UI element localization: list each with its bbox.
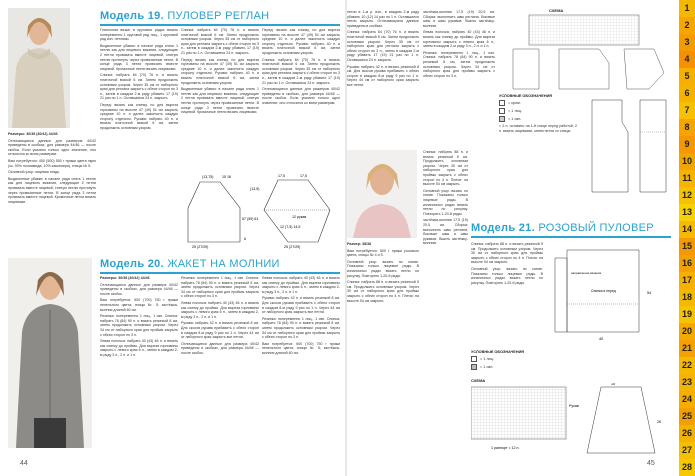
legend-symbol-icon xyxy=(499,116,505,122)
model21-col3-body-2: Основной узор: вязать по схеме. Показаны только лицевые ряды. В изнаночных рядах вязать петли по рисунку. Повторять 1-20-й ряды. xyxy=(471,266,543,285)
schema19-label-8: 6 xyxy=(244,237,246,241)
model19-col2 xyxy=(100,28,178,250)
schema19-label-4: (13,5) xyxy=(250,187,260,191)
schema19-label-9: 57 (59) 61 xyxy=(242,217,259,221)
model19-col4-body: Перед: вязать как спинку, но для выреза горловины на высоте 47 (49) 51 см закрыть средние 10 п. и далее закончить каждую сторону отдельно. Рукава: набрать 40 п. и вязать платочной вязкой 6 см, затем продолжить основным узором. xyxy=(262,28,340,55)
model20-col1-body: Резинка: попеременно 1 лиц., 1 изн. Спинка: набрать 78 (84) 90 п. и вязать резинкой 8 см, затем продолжить основным узором. Через 34 см от наборного края для проймы закрыть с обеих сторон по 3 п. xyxy=(100,314,178,337)
right-col1-body-3: Рукава: набрать 42 п. и вязать резинкой 8 см. Для скосов рукава прибавить с обеих сторон в каждом 8-м ряду 9 раз по 1 п. Через 44 см от наборного края закрыть все петли. xyxy=(347,64,419,87)
model21-dim-4: Рукав xyxy=(569,404,579,408)
model19-col2-body-2: Спинка: набрать 64 (70) 76 п. и вязать платочной вязкой 6 см. Затем продолжить основным узором. Через 35 см от наборного края для реглана закрыть с обеих сторон по 3 п., затем в каждом 2-м ряду убавить 17 (19) 21 раз по 1 п. Оставшиеся 24 п. закрыть. xyxy=(100,73,178,101)
side-tab-4[interactable]: 4 xyxy=(679,51,695,68)
model19-col4-body-3: Отличающиеся данные для размеров 40/42 приведены в скобках, для размера 44/46 — после скобок. Если указано только одно значение, оно относится ко всем размерам. xyxy=(262,87,340,105)
model19-label: Модель xyxy=(100,10,145,22)
right-legend-row-0 xyxy=(499,100,579,106)
right-schema-title: СХЕМА xyxy=(549,8,564,13)
right-col2-body-3: Резинка: попеременно 1 лиц., 1 изн. Спинка: набрать 78 (84) 90 п. и вязать резинкой 8 см, затем продолжить основным узором. Через 34 см от наборного края для проймы закрыть с обеих сторон по 3 п. xyxy=(423,50,495,78)
model20-label: Модель xyxy=(100,258,145,270)
right-legend-0: = кром. xyxy=(508,101,521,105)
model21-col1 xyxy=(347,242,419,452)
model19-yarn: Вам потребуется: 450 (500) 550 г пряжи цвета экрю (ок. 90% полиамида, 10% кашемира), спицы № 5. xyxy=(8,158,96,168)
model20-col2-body-4: Отличающиеся данные для размера 40/42 приведены в скобках, для размера 44/46 — после скобок. xyxy=(181,341,259,355)
side-tab-24[interactable]: 24 xyxy=(679,391,695,408)
model21-dim-0: 40 xyxy=(599,337,604,341)
model21-number: 21. xyxy=(518,222,535,234)
model19-col3 xyxy=(181,28,259,168)
model19-photo xyxy=(8,8,70,128)
model20-title-bar xyxy=(100,272,340,274)
model19-col4 xyxy=(262,28,340,168)
model20-col1 xyxy=(100,276,178,448)
schema19-label-1: 15 16 xyxy=(222,175,231,179)
side-tab-3[interactable]: 3 xyxy=(679,34,695,51)
model21-body-schema xyxy=(547,244,672,344)
side-tab-18[interactable]: 18 xyxy=(679,289,695,306)
model20-col3-body-3: Резинка: попеременно 1 лиц., 1 изн. Спинка: набрать 78 (84) 90 п. и вязать резинкой 8 см, затем продолжить основным узором. Через 34 см от наборного края для проймы закрыть с обеих сторон по 3 п. xyxy=(262,316,340,340)
model20-col3 xyxy=(262,276,340,448)
model21-yarn: Вам потребуется: 500 г пряжи розового цвета, спицы № 4 и 5. xyxy=(347,248,419,258)
right-page-number: 45 xyxy=(647,460,655,467)
model21-legend-0: = 1 лиц. xyxy=(480,357,495,361)
side-tab-9[interactable]: 9 xyxy=(679,136,695,153)
model19-col3-body-2: Перед: вязать как спинку, но для выреза горловины на высоте 47 (49) 51 см закрыть средние 10 п. и далее закончить каждую сторону отдельно. Рукава: набрать 40 п. и вязать платочной вязкой 6 см, затем продолжить основным узором. xyxy=(181,57,259,85)
right-panels xyxy=(582,92,672,202)
side-tab-11[interactable]: 11 xyxy=(679,170,695,187)
right-legend xyxy=(499,94,579,154)
side-tab-7[interactable]: 7 xyxy=(679,102,695,119)
model19-sizes: Размеры: 36/38 (40/42) 44/46 xyxy=(8,132,58,136)
model21-dim-2: 15 xyxy=(611,383,615,386)
schema19-label-6: 25 (27/29) xyxy=(192,245,209,249)
model21-dim-3: 26 xyxy=(657,420,661,424)
model21-label: Модель xyxy=(471,222,516,234)
side-tab-15[interactable]: 15 xyxy=(679,238,695,255)
model21-col2-body-2: Основной узор: вязать по схеме. Показаны только лицевые ряды. В изнаночных рядах вязать петли по рисунку. Повторять 1-20-й ряды. xyxy=(423,188,468,216)
model21-dim-1: 54 xyxy=(647,291,652,295)
model21-legend-row-0 xyxy=(471,356,591,362)
model20-sizes: Размеры: 36/38 (40/42) 44/46 xyxy=(100,276,150,280)
right-col1-body: петли в 1-м р. изн., в каждом 2-м ряду убавить 10 (12) 14 раз по 1 п. Оставшиеся петли закрыть. Отличающиеся данные приведены в скобках. xyxy=(347,10,419,28)
model20-col2-body-2: Левая полочка: набрать 40 (43) 46 п. и вязать как спинку до проймы. Для выреза горловины закрыть с левого края 6 п., затем в каждом 2-м ряду 3 п., 2 п. и 1 п. xyxy=(181,300,259,319)
right-legend-2: = 1 изн. xyxy=(508,117,522,121)
model19-schema xyxy=(180,170,342,250)
right-col1-body-2: Спинка: набрать 64 (70) 76 п. и вязать платочной вязкой 6 см. Затем продолжить основным узором. Через 35 см от наборного края для реглана закрыть с обеих сторон по 3 п., затем в каждом 2-м ряду убавить 17 (19) 21 раз по 1 п. Оставшиеся 24 п. закрыть. xyxy=(347,30,419,62)
side-tab-23[interactable]: 23 xyxy=(679,374,695,391)
model21-schema-note: 1 раппорт = 12 п. xyxy=(491,446,520,450)
side-tab-13[interactable]: 13 xyxy=(679,204,695,221)
model21-col1-body-2: Спинка: набрать 88 п. и вязать резинкой 5 см. Продолжить основным узором. Через 30 см от наборного края для проймы закрыть с обеих сторон по 4 п. Плечи: на высоте 54 см закрыть. xyxy=(347,280,419,303)
right-schema-graphic xyxy=(499,13,669,91)
side-tab-1[interactable]: 1 xyxy=(679,0,695,17)
model21-size: Размер: 38/38 xyxy=(347,242,372,246)
left-page-number: 44 xyxy=(20,460,28,467)
model19-col2-body-3: Перед: вязать как спинку, но для выреза горловины на высоте 47 (49) 51 см закрыть средние 10 п. и далее закончить каждую сторону отдельно. Рукава: набрать 40 п. и вязать платочной вязкой 6 см, затем продолжить основным узором. xyxy=(100,102,178,130)
model21-title-bar xyxy=(471,236,671,238)
model20-col3-body: Левая полочка: набрать 40 (43) 46 п. и вязать как спинку до проймы. Для выреза горловины закрыть с левого края 6 п., затем в каждом 2-м ряду 3 п., 2 п. и 1 п. xyxy=(262,276,340,294)
right-col2-body: застёжки-молнии 17,5 (19) 20,5 см. Сборка: выполнить швы реглана, боковые швы и швы рукавов. Вшить застёжку-молнию. xyxy=(423,10,495,28)
legend-symbol-icon xyxy=(499,108,505,114)
model20-col1-body-2: Левая полочка: набрать 40 (43) 46 п. и вязать как спинку до проймы. Для выреза горловины закрыть с левого края 6 п., затем в каждом 2-м ряду 3 п., 2 п. и 1 п. xyxy=(100,339,178,357)
side-tab-20[interactable]: 20 xyxy=(679,323,695,340)
model20-number: 20. xyxy=(147,258,164,270)
model21-photo xyxy=(347,150,417,238)
right-schema-top xyxy=(499,8,669,93)
side-tab-10[interactable]: 10 xyxy=(679,153,695,170)
model19-col3-body-3: Выдвоенные убавки: в начале ряда снять 1 петлю как для лицевого вязания, следующие 2 петли провязать вместе лицевой, снятую петлю протянуть через провязанные петли. В конце ряда 3 петли провязать вместе лицевой. Кромочные петли вязать лицевыми. xyxy=(181,87,259,115)
side-tab-27[interactable]: 27 xyxy=(679,442,695,459)
side-tab-12[interactable]: 12 xyxy=(679,187,695,204)
side-tab-22[interactable]: 22 xyxy=(679,357,695,374)
model20-title xyxy=(100,258,280,270)
right-legend-text: = 2 п. оставить на 1-й спице перед работой, 2 п. вязать лицевыми, затем петли со спицы xyxy=(499,124,577,133)
schema19-label-10: 12 рукав xyxy=(292,215,307,219)
side-tab-21[interactable]: 21 xyxy=(679,340,695,357)
side-tab-25[interactable]: 25 xyxy=(679,408,695,425)
side-tab-8[interactable]: 8 xyxy=(679,119,695,136)
model21-schema-label: СХЕМА xyxy=(471,378,486,383)
side-tab-14[interactable]: 14 xyxy=(679,221,695,238)
model20-col2-body: Резинка: попеременно 1 лиц., 1 изн. Спинка: набрать 78 (84) 90 п. и вязать резинкой 8 см, затем продолжить основным узором. Через 34 см от наборного края для проймы закрыть с обеих сторон по 3 п. xyxy=(181,276,259,299)
side-tab-2[interactable]: 2 xyxy=(679,17,695,34)
side-tab-16[interactable]: 16 xyxy=(679,255,695,272)
model19-title xyxy=(100,10,269,22)
right-legend-row-2 xyxy=(499,116,579,122)
legend-symbol-icon xyxy=(471,364,477,370)
model21-col3-body: Спинка: набрать 88 п. и вязать резинкой 5 см. Продолжить основным узором. Через 30 см от наборного края для проймы закрыть с обеих сторон по 4 п. Плечи: на высоте 54 см закрыть. xyxy=(471,242,543,265)
model19-title-bar xyxy=(100,24,340,26)
model20-text-a: Отличающиеся данные для размера 40/42 приведены в скобках, для размера 44/46 — после скобок. xyxy=(100,282,178,296)
model19-text-a: Отличающиеся данные для размеров 40/42 приведены в скобках, для размера 44/46 — после скобок. Если указано только одно значение, оно относится ко всем размерам. xyxy=(8,138,96,157)
model20-col3-body-2: Рукава: набрать 42 п. и вязать резинкой 8 см. Для скосов рукава прибавить с обеих сторон в каждом 8-м ряду 9 раз по 1 п. Через 44 см от наборного края закрыть все петли. xyxy=(262,296,340,315)
model19-col3-body: Спинка: набрать 64 (70) 76 п. и вязать платочной вязкой 6 см. Затем продолжить основным узором. Через 35 см от наборного края для реглана закрыть с обеих сторон по 3 п., затем в каждом 2-м ряду убавить 17 (19) 21 раз по 1 п. Оставшиеся 24 п. закрыть. xyxy=(181,28,259,55)
model21-dim-5: направление вязания xyxy=(571,271,602,275)
schema19-label-3: 17,5 xyxy=(300,174,307,178)
right-col1 xyxy=(347,10,419,150)
side-tab-17[interactable]: 17 xyxy=(679,272,695,289)
model20-col2 xyxy=(181,276,259,448)
right-col2-body-2: Левая полочка: набрать 40 (43) 46 п. и вязать как спинку до проймы. Для выреза горловины закрыть с левого края 6 п., затем в каждом 2-м ряду 3 п., 2 п. и 1 п. xyxy=(423,30,495,49)
right-page xyxy=(347,0,695,476)
model20-col2-body-3: Рукава: набрать 42 п. и вязать резинкой 8 см. Для скосов рукава прибавить с обеих сторон в каждом 8-м ряду 9 раз по 1 п. Через 44 см от наборного края закрыть все петли. xyxy=(181,321,259,340)
model21-legend xyxy=(471,350,591,372)
model19-col4-body-2: Спинка: набрать 64 (70) 76 п. и вязать платочной вязкой 6 см. Затем продолжить основным узором. Через 35 см от наборного края для реглана закрыть с обеих сторон по 3 п., затем в каждом 2-м ряду убавить 17 (19) 21 раз по 1 п. Оставшиеся 24 п. закрыть. xyxy=(262,57,340,85)
model19-text-b: Выдвоенные убавки: в начале ряда снять 1 петлю как для лицевого вязания, следующие 2 петли провязать вместе лицевой, снятую петлю протянуть через провязанные петли. В конце ряда 3 петли провязать вместе лицевой. Кромочные петли вязать лицевыми. xyxy=(8,176,96,204)
right-legend-1: = 1 лиц. xyxy=(508,109,523,113)
model20-photo xyxy=(8,258,92,448)
legend-symbol-icon xyxy=(471,356,477,362)
model19-col1 xyxy=(8,132,96,250)
model19-pattern: Основной узор: лицевая гладь. xyxy=(8,170,61,175)
left-page xyxy=(0,0,345,476)
side-tab-28[interactable]: 28 xyxy=(679,459,695,476)
model21-legend-1: = 1 изн. xyxy=(480,365,494,369)
model20-col3-body-4: Вам потребуется: 600 (700) 750 г пряжи пепельного цвета; спицы № 5; застёжка-молния длиной 60 см. xyxy=(262,341,340,355)
schema19-label-2: 17,5 xyxy=(278,174,285,178)
model21-legend-row-1 xyxy=(471,364,591,370)
right-legend-row-1 xyxy=(499,108,579,114)
model20-name: ЖАКЕТ НА МОЛНИИ xyxy=(167,258,280,270)
legend-symbol-icon xyxy=(499,100,505,106)
side-tab-26[interactable]: 26 xyxy=(679,425,695,442)
model21-title xyxy=(471,222,654,234)
model21-legend-title: УСЛОВНЫЕ ОБОЗНАЧЕНИЯ xyxy=(471,350,525,354)
model19-col2-body: Выдвоенные убавки: в начале ряда снять 1 петлю как для лицевого вязания, следующие 2 петли провязать вместе лицевой, снятую петлю протянуть через провязанные петли. В конце ряда 3 петли провязать вместе лицевой. Кромочные петли вязать лицевыми. xyxy=(100,43,178,71)
model19-col2-head: Платочная вязка: в круговых рядах вязать попеременно 1 круговой ряд лиц., 1 круговой ряд изн. петлями. xyxy=(100,28,178,42)
schema19-label-7: 25 (27/29) xyxy=(284,245,301,249)
schema19-label-5: 12 (7,5) 14,5 xyxy=(280,225,301,229)
right-col2 xyxy=(423,10,495,150)
model21-name: РОЗОВЫЙ ПУЛОВЕР xyxy=(538,222,654,234)
side-tabs xyxy=(679,0,695,476)
model21-stitch-schema xyxy=(471,378,676,458)
model21-col2-body-3: застёжки-молнии 17,5 (19) 20,5 см. Сборка: выполнить швы реглана, боковые швы и швы рукавов. Вшить застёжку-молнию. xyxy=(423,218,468,246)
model19-name: ПУЛОВЕР РЕГЛАН xyxy=(167,10,270,22)
model21-col2 xyxy=(423,150,468,450)
model21-col2-body: Спинка: набрать 88 п. и вязать резинкой 5 см. Продолжить основным узором. Через 30 см от наборного края для проймы закрыть с обеих сторон по 4 п. Плечи: на высоте 54 см закрыть. xyxy=(423,150,468,187)
model19-number: 19. xyxy=(147,10,164,22)
side-tab-19[interactable]: 19 xyxy=(679,306,695,323)
model21-col1-body: Основной узор: вязать по схеме. Показаны только лицевые ряды. В изнаночных рядах вязать петли по рисунку. Повторять 1-20-й ряды. xyxy=(347,259,419,278)
side-tab-6[interactable]: 6 xyxy=(679,85,695,102)
schema19-label-0: (13,75) xyxy=(202,175,214,179)
model20-yarn: Вам потребуется: 600 (700) 750 г пряжи пепельного цвета; спицы № 5; застёжка-молния длиной 60 см. xyxy=(100,298,178,312)
model21-dim-6: Спинка и перед xyxy=(591,289,616,293)
right-legend-title: УСЛОВНЫЕ ОБОЗНАЧЕНИЯ xyxy=(499,94,553,98)
side-tab-5[interactable]: 5 xyxy=(679,68,695,85)
